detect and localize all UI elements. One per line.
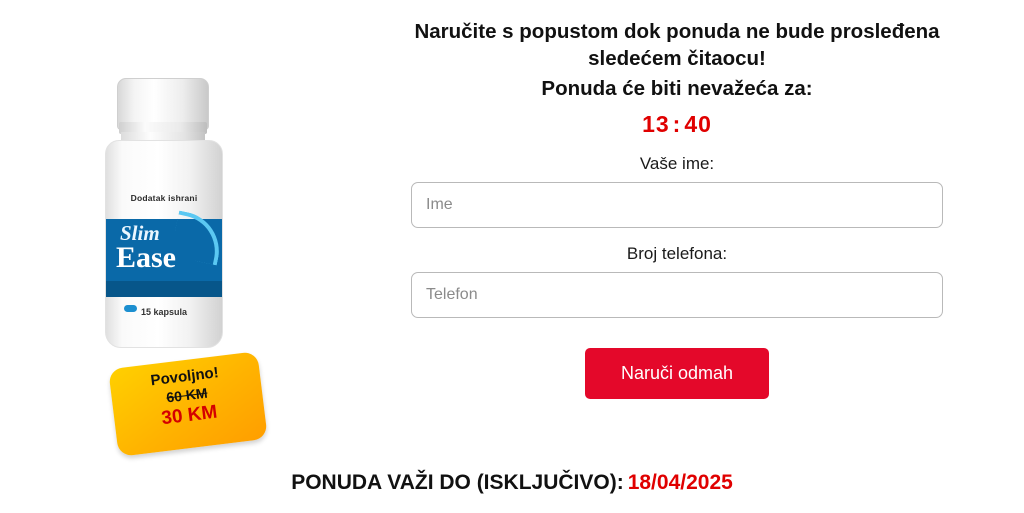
offer-headline: Naručite s popustom dok ponuda ne bude prosleđena sledećem čitaocu! xyxy=(414,20,940,71)
name-field-label: Vaše ime: xyxy=(639,154,715,174)
offer-subheadline: Ponuda će biti nevažeća za: xyxy=(541,77,813,101)
order-now-button[interactable]: Naruči odmah xyxy=(585,348,769,399)
bottle-body xyxy=(105,140,223,348)
label-blue-band-dark xyxy=(106,281,222,297)
cta-wrapper xyxy=(330,348,1024,399)
supplement-bottle-illustration xyxy=(95,78,235,430)
name-input[interactable] xyxy=(411,182,943,228)
name-field-block xyxy=(330,154,1024,228)
phone-field-block xyxy=(330,244,1024,318)
offer-expiry-note xyxy=(0,471,1024,495)
sticker-old-price: 60 KM xyxy=(165,384,209,406)
countdown-timer xyxy=(330,111,1024,138)
sticker-title: Povoljno! xyxy=(149,364,220,390)
product-image-pane xyxy=(0,0,330,513)
product-label-top: Dodatak ishrani xyxy=(130,193,198,203)
countdown-separator: : xyxy=(672,111,682,138)
brand-name-line2: Ease xyxy=(116,241,176,274)
phone-field-label: Broj telefona: xyxy=(626,244,728,264)
phone-input[interactable] xyxy=(411,272,943,318)
brand-name-line1: Slim xyxy=(120,221,160,245)
offer-expiry-date: 18/04/2025 xyxy=(627,471,733,494)
price-sticker xyxy=(108,351,268,457)
countdown-seconds: 40 xyxy=(684,111,712,138)
sticker-new-price: 30 KM xyxy=(160,401,219,430)
capsule-count-label: 15 kapsula xyxy=(140,307,188,317)
offer-expiry-text: PONUDA VAŽI DO (ISKLJUČIVO): xyxy=(291,471,624,494)
order-form-pane xyxy=(330,0,1024,513)
countdown-minutes: 13 xyxy=(642,111,670,138)
